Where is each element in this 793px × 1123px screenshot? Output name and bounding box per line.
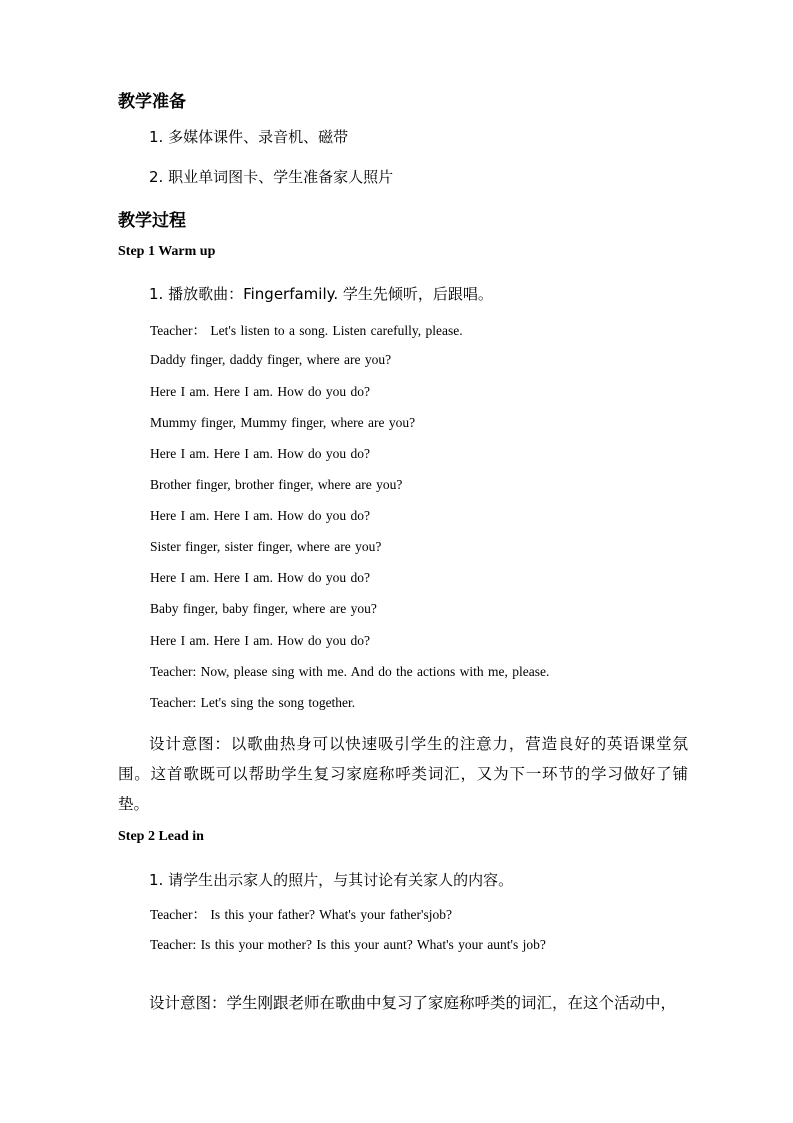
song-line: Here I am. Here I am. How do you do? <box>150 446 371 461</box>
song-line: Daddy finger, daddy finger, where are you? <box>150 352 392 367</box>
song-line: Baby finger, baby finger, where are you? <box>150 601 377 616</box>
section-heading-process: 教学过程 <box>118 211 186 231</box>
song-line: Here I am. Here I am. How do you do? <box>150 570 371 585</box>
song-line: Here I am. Here I am. How do you do? <box>150 508 371 523</box>
step1-design-note: 设计意图：以歌曲热身可以快速吸引学生的注意力，营造良好的英语课堂氛围。这首歌既可以帮助学生复习家庭称呼类词汇，又为下一环节的学习做好了铺垫。 <box>118 735 688 813</box>
step2-title: Step 2 Lead in <box>118 829 204 844</box>
song-line: Sister finger, sister finger, where are you? <box>150 539 382 554</box>
step1-intro: 1. 播放歌曲：Fingerfamily. 学生先倾听，后跟唱。 <box>149 285 493 303</box>
prep-item-2: 2. 职业单词图卡、学生准备家人照片 <box>149 168 394 186</box>
song-line: Here I am. Here I am. How do you do? <box>150 384 371 399</box>
prep-item-1: 1. 多媒体课件、录音机、磁带 <box>149 128 349 146</box>
song-line: Here I am. Here I am. How do you do? <box>150 633 371 648</box>
step2-intro: 1. 请学生出示家人的照片，与其讨论有关家人的内容。 <box>149 871 514 889</box>
song-line: Mummy finger, Mummy finger, where are you? <box>150 415 416 430</box>
section-heading-preparation: 教学准备 <box>118 92 186 112</box>
song-line: Teacher： Let's listen to a song. Listen carefully, please. <box>150 323 463 338</box>
song-line: Teacher: Now, please sing with me. And do the actions with me, please. <box>150 664 550 679</box>
song-line: Teacher: Let's sing the song together. <box>150 695 356 710</box>
step1-title: Step 1 Warm up <box>118 244 216 259</box>
dialogue-line: Teacher： Is this your father? What's your father'sjob? <box>150 907 452 922</box>
song-line: Brother finger, brother finger, where are you? <box>150 477 403 492</box>
dialogue-line: Teacher: Is this your mother? Is this your aunt? What's your aunt's job? <box>150 937 546 952</box>
step2-design-note: 设计意图：学生刚跟老师在歌曲中复习了家庭称呼类的词汇，在这个活动中， <box>149 994 677 1012</box>
